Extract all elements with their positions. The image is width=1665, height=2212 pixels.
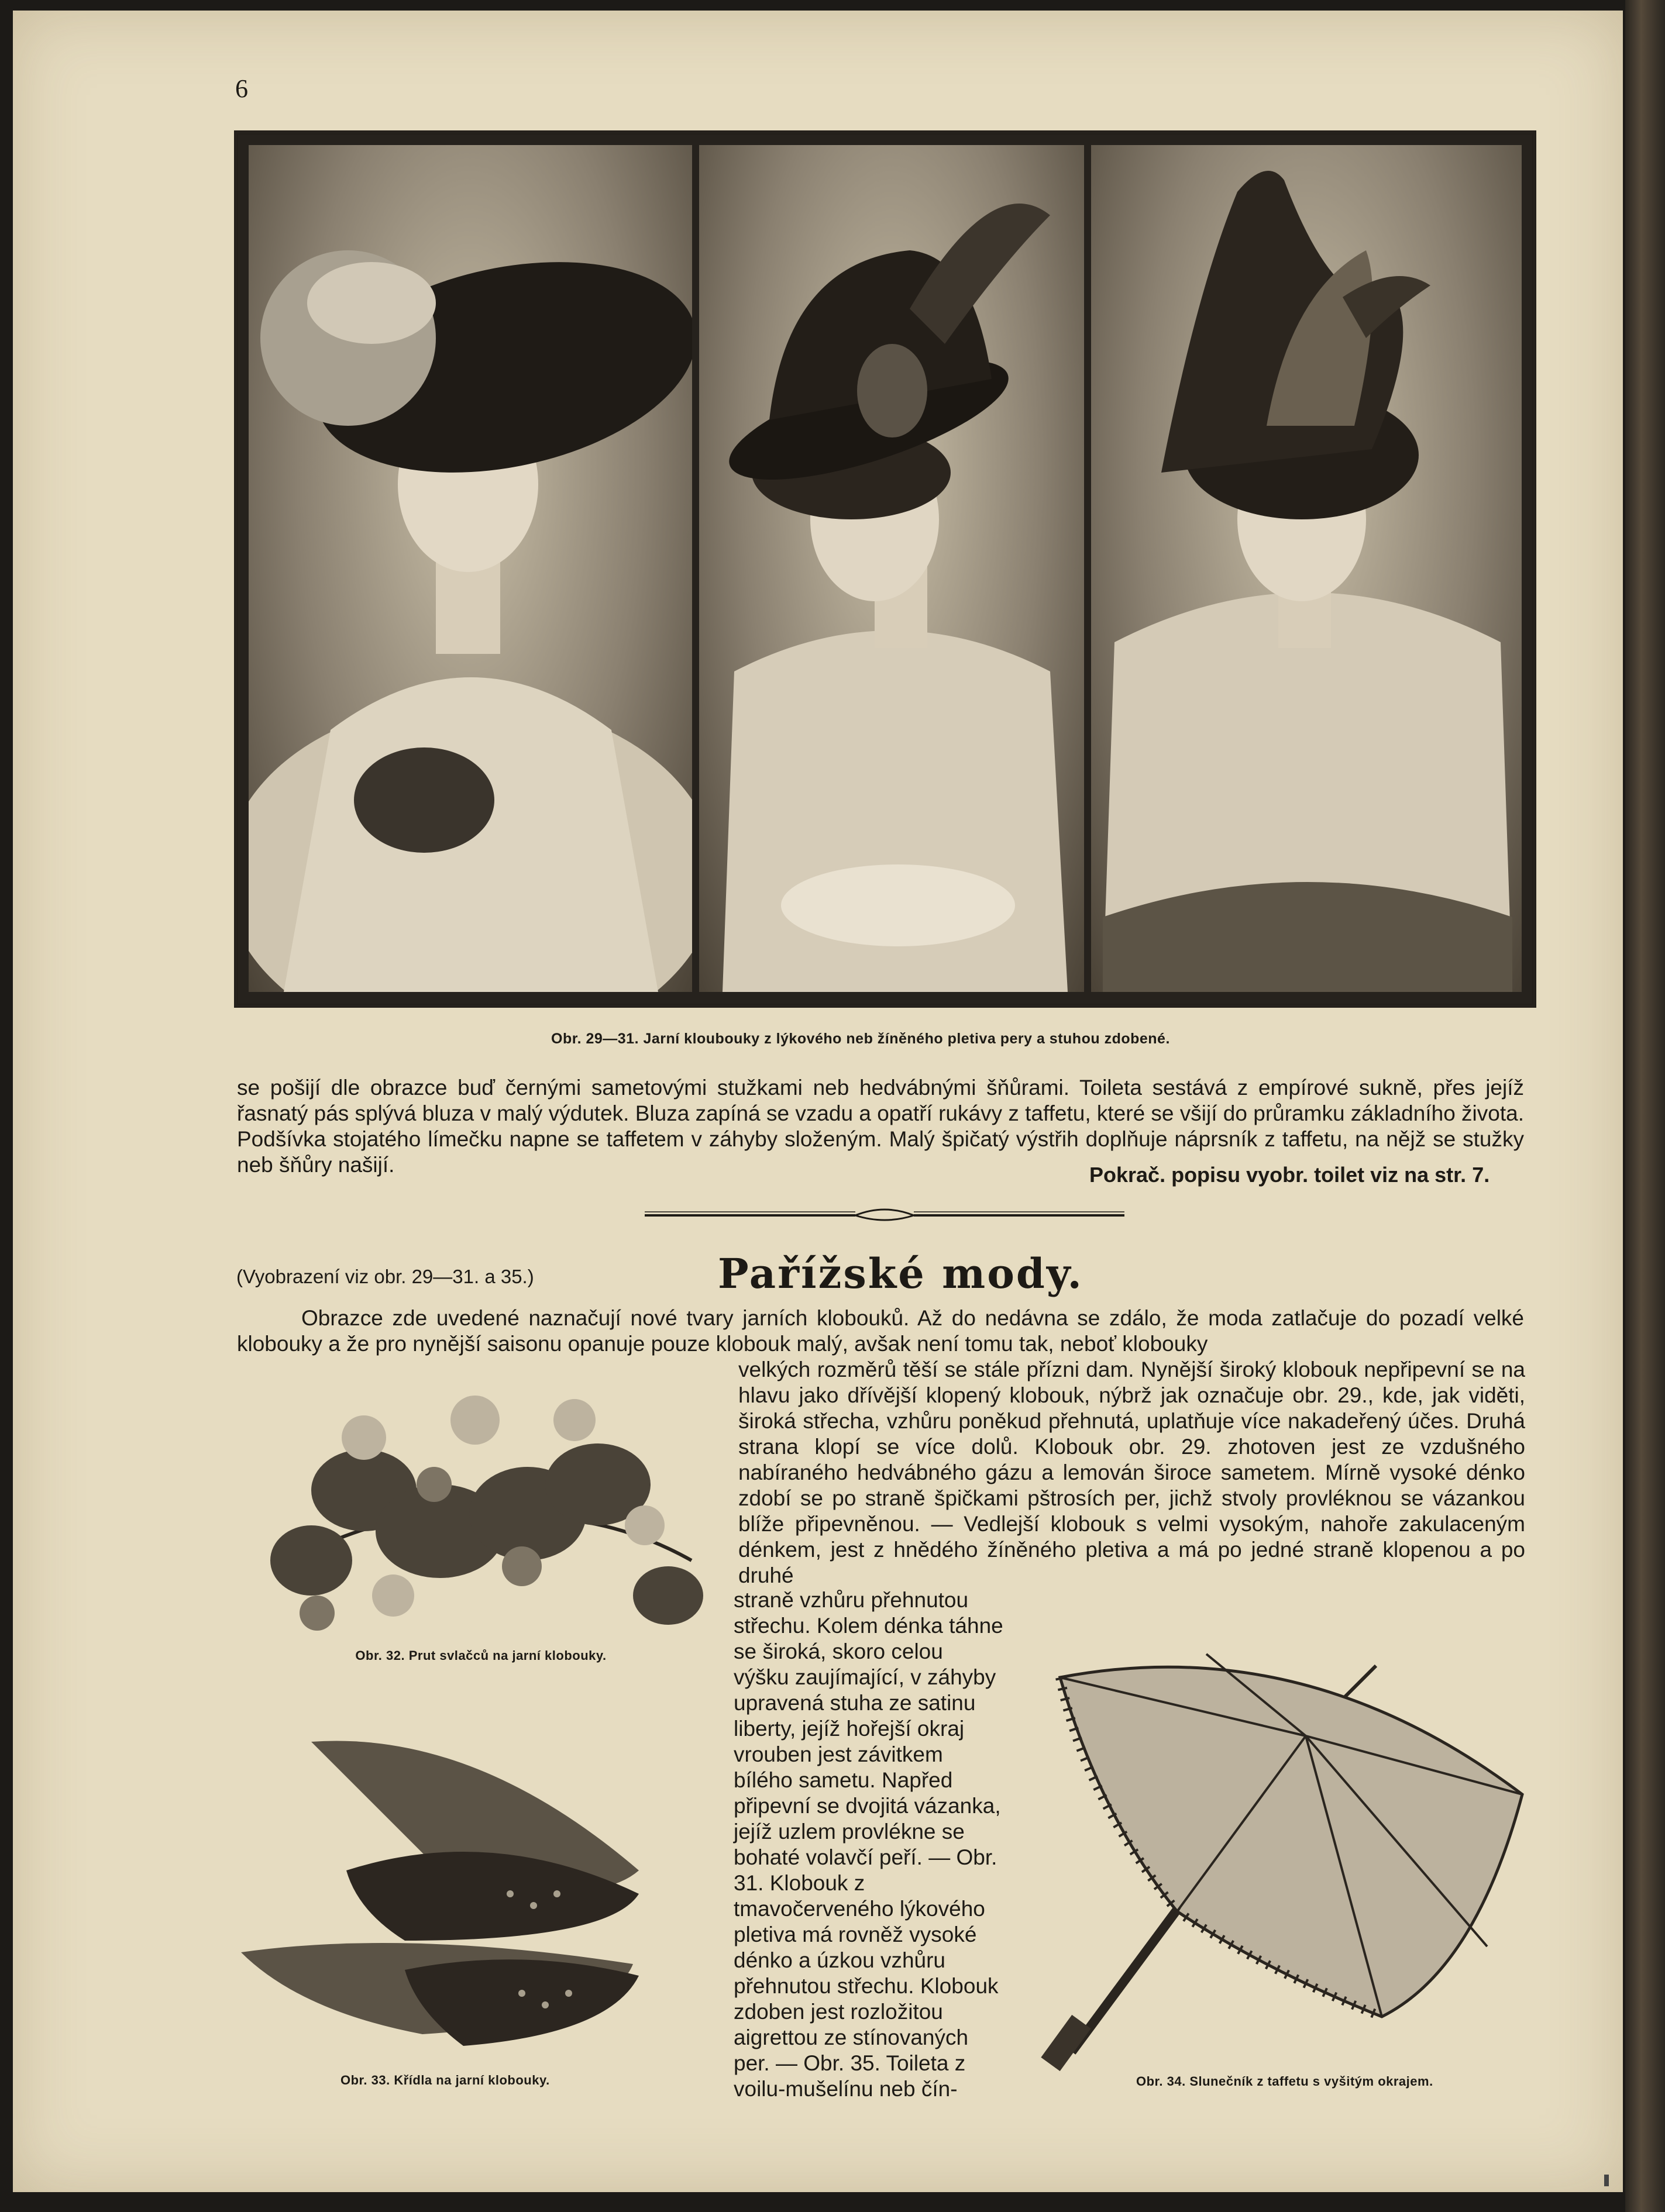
wings-illustration (229, 1718, 686, 2069)
photo-woman-wide-hat (249, 145, 692, 992)
figure-32-caption: Obr. 32. Prut svlačců na jarní klobouky. (355, 1648, 607, 1663)
wide-hat-illustration (249, 145, 692, 992)
page-edge (1625, 0, 1665, 2212)
article-column-wide: velkých rozměrů těší se stále přízni dam. Nynější široký klobouk nepřipevní se na hlavu jako dřívější klopený klobouk, nýbrž jak označuje obr. 29., kde, jak viděti, široká střecha, vzhůru poněkud přehnutá, uplatňuje více nakadeřený účes. Druhá strana klopí se více dolů. Klobouk obr. 29. zhotoven jest ze vzdušného nabíraného hedvábného gázu a lemován široce sametem. Mírně vysoké dénko zdobí se po straně špičkami pštrosích per, jichž stvoly provléknou se vázankou blíže připevněnou. — Vedlejší klobouk s velmi vysokým, nahoře zakulaceným dénkem, jest z hnědého žíněného pletiva a má po jedné straně klopenou a po druhé (738, 1357, 1525, 1587)
magazine-page (13, 11, 1623, 2192)
winged-hat-illustration (1091, 145, 1522, 992)
parasol-illustration (1031, 1642, 1528, 2075)
page-number: 6 (235, 74, 248, 103)
article-title: Pařížské mody. (718, 1249, 1083, 1298)
tall-hat-illustration (699, 145, 1084, 992)
photo-triptych (234, 130, 1536, 1008)
morning-glory-illustration (247, 1373, 715, 1654)
continuation-paragraph: se pošijí dle obrazce buď černými sametovými stužkami neb hedvábnými šňůrami. Toileta sestává z empírové sukně, přes jejíž řasnatý pás splývá bluza v malý výdutek. Bluza zapíná se vzadu a opatří rukávy z taffetu, které se všijí do průramku základního života. Podšívka stojatého límečku napne se taffetem v záhyby složeným. Malý špičatý výstřih doplňuje náprsník z taffetu, na nějž se stužky neb šňůry našijí. (237, 1076, 1524, 1177)
figure-34-caption: Obr. 34. Slunečník z taffetu s vyšitým okrajem. (1136, 2074, 1433, 2089)
photo-woman-tall-hat (699, 145, 1084, 992)
scan-artifact (1604, 2175, 1609, 2186)
continuation-note: Pokrač. popisu vyobr. toilet viz na str. 7. (1089, 1163, 1490, 1187)
figure-33-caption: Obr. 33. Křídla na jarní klobouky. (340, 2073, 550, 2087)
photo-woman-winged-hat (1091, 145, 1522, 992)
divider-ornament (645, 1204, 1124, 1227)
intro-paragraph (237, 1305, 1524, 1357)
photo-caption: Obr. 29—31. Jarní kloubouky z lýkového neb žíněného pletiva pery a stuhou zdobené. (551, 1031, 1170, 1047)
article-column-narrow: straně vzhůru přehnutou střechu. Kolem dénka táhne se široká, skoro celou výšku zaujímající, v záhyby upravená stuha ze satinu liberty, jejíž hořejší okraj vrouben jest závitkem bílého sametu. Napřed připevní se dvojitá vázanka, jejíž uzlem provlékne se bohaté volavčí peří. — Obr. 31. Klobouk z tmavočerveného lýkového pletiva má rovněž vysoké dénko a úzkou vzhůru přehnutou střechu. Klobouk zdoben jest rozložitou aigrettou ze stínovaných per. — Obr. 35. Toileta z voilu-mušelínu neb čín- (734, 1588, 1003, 2101)
intro-text: Obrazce zde uvedené naznačují nové tvary jarních klobouků. Až do nedávna se zdálo, že moda zatlačuje do pozadí velké klobouky a že pro nynější saisonu opanuje pouze klobouk malý, avšak není tomu tak, neboť klobouky (237, 1306, 1524, 1356)
see-figures-note: (Vyobrazení viz obr. 29—31. a 35.) (236, 1266, 534, 1287)
